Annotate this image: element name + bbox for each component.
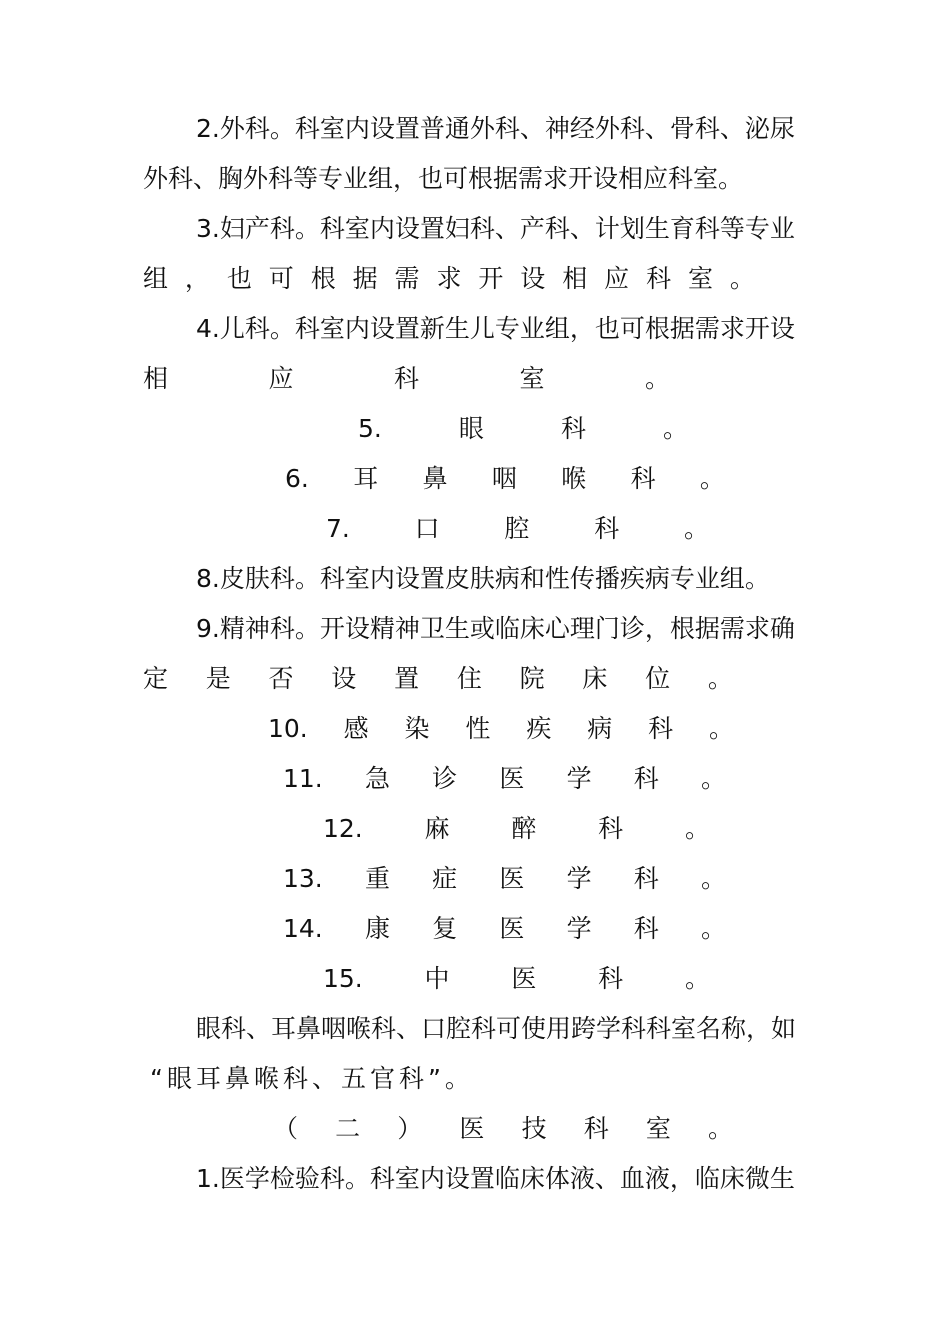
char: 医: [499, 764, 525, 793]
char: 室: [687, 264, 713, 293]
heading-ent: [285, 462, 725, 496]
char: 需: [394, 264, 420, 293]
char: 学: [566, 764, 592, 793]
char: 院: [519, 664, 545, 693]
char: 14.: [283, 914, 323, 943]
char: 科: [560, 414, 586, 443]
heading-stomatology: [326, 512, 709, 546]
paragraph-lab: 1.医学检验科。科室内设置临床体液、血液，临床微生: [196, 1164, 795, 1193]
paragraph-surgery-line1: 2.外科。科室内设置普通外科、神经外科、骨科、泌尿: [196, 114, 795, 143]
paragraph-dermatology: 8.皮肤科。科室内设置皮肤病和性传播疾病专业组。: [196, 564, 770, 593]
paragraph-pediatrics-line2: [143, 362, 670, 396]
char: 科: [583, 1114, 609, 1143]
char: 鼻: [422, 464, 448, 493]
char: 。: [707, 664, 733, 693]
char: 。: [684, 814, 710, 843]
char: 二: [335, 1114, 361, 1143]
char: 设: [520, 264, 546, 293]
char: 医: [499, 864, 525, 893]
char: 医: [499, 914, 525, 943]
char: 室: [519, 364, 545, 393]
char: 应: [268, 364, 294, 393]
char: 症: [432, 864, 458, 893]
char: 腔: [504, 514, 530, 543]
char: 13.: [283, 864, 323, 893]
char: 。: [729, 264, 755, 293]
char: 床: [582, 664, 608, 693]
char: 。: [700, 864, 726, 893]
heading-infectious-disease: [268, 712, 734, 746]
char: 科: [630, 464, 656, 493]
char: 。: [700, 914, 726, 943]
char: 医: [511, 964, 537, 993]
char: 也: [226, 264, 252, 293]
char: 科: [648, 714, 674, 743]
heading-emergency: [283, 762, 726, 796]
char: 15.: [323, 964, 363, 993]
char: 科: [594, 514, 620, 543]
char: 技: [521, 1114, 547, 1143]
char: 求: [436, 264, 462, 293]
char: 感: [343, 714, 369, 743]
char: 耳: [353, 464, 379, 493]
char: 口: [414, 514, 440, 543]
char: 麻: [424, 814, 450, 843]
char: 据: [352, 264, 378, 293]
char: 科: [598, 814, 624, 843]
char: ，: [184, 264, 210, 293]
paragraph-pediatrics-line1: 4.儿科。科室内设置新生儿专业组，也可根据需求开设: [196, 314, 795, 343]
paragraph-obgyn-line1: 3.妇产科。科室内设置妇科、产科、计划生育科等专业: [196, 214, 795, 243]
heading-anesthesiology: [323, 812, 710, 846]
char: 10.: [268, 714, 308, 743]
char: 眼: [458, 414, 484, 443]
char: 疾: [526, 714, 552, 743]
paragraph-obgyn-line2: [143, 262, 755, 296]
char: 康: [364, 914, 390, 943]
char: 。: [662, 414, 688, 443]
char: 病: [587, 714, 613, 743]
char: 组: [143, 264, 169, 293]
char: 否: [268, 664, 294, 693]
char: 6.: [285, 464, 309, 493]
char: 科: [633, 864, 659, 893]
char: （: [273, 1114, 299, 1143]
heading-rehabilitation: [283, 912, 726, 946]
char: 科: [633, 914, 659, 943]
char: 相: [143, 364, 169, 393]
char: 。: [684, 964, 710, 993]
char: 。: [683, 514, 709, 543]
char: 位: [645, 664, 671, 693]
paragraph-psychiatry-line2: [143, 662, 733, 696]
char: 科: [393, 364, 419, 393]
char: 定: [143, 664, 169, 693]
char: 。: [700, 764, 726, 793]
char: ）: [397, 1114, 423, 1143]
char: 可: [268, 264, 294, 293]
char: 醉: [511, 814, 537, 843]
char: 学: [566, 914, 592, 943]
char: 咽: [491, 464, 517, 493]
char: 5.: [358, 414, 382, 443]
paragraph-psychiatry-line1: 9.精神科。开设精神卫生或临床心理门诊，根据需求确: [196, 614, 795, 643]
char: 喉: [561, 464, 587, 493]
char: 。: [644, 364, 670, 393]
char: 根: [310, 264, 336, 293]
char: 重: [364, 864, 390, 893]
char: 相: [562, 264, 588, 293]
char: 7.: [326, 514, 350, 543]
char: 。: [707, 1114, 733, 1143]
char: 复: [432, 914, 458, 943]
char: 。: [708, 714, 734, 743]
char: 。: [699, 464, 725, 493]
section-heading-medtech: [273, 1112, 733, 1146]
char: 住: [456, 664, 482, 693]
char: 急: [364, 764, 390, 793]
paragraph-note-line1: 眼科、耳鼻咽喉科、口腔科可使用跨学科科室名称，如: [196, 1014, 797, 1043]
heading-ophthalmology: [358, 412, 688, 446]
char: 置: [394, 664, 420, 693]
char: 科: [598, 964, 624, 993]
char: 染: [404, 714, 430, 743]
char: 科: [633, 764, 659, 793]
char: 医: [459, 1114, 485, 1143]
char: 诊: [432, 764, 458, 793]
heading-critical-care: [283, 862, 726, 896]
char: 应: [604, 264, 630, 293]
char: 开: [478, 264, 504, 293]
char: 12.: [323, 814, 363, 843]
paragraph-note-line2: “眼耳鼻喉科、五官科”。: [150, 1064, 474, 1093]
char: 中: [424, 964, 450, 993]
paragraph-surgery-line2: 外科、胸外科等专业组，也可根据需求开设相应科室。: [143, 164, 744, 193]
char: 科: [646, 264, 672, 293]
char: 性: [465, 714, 491, 743]
char: 学: [566, 864, 592, 893]
heading-tcm: [323, 962, 710, 996]
char: 11.: [283, 764, 323, 793]
char: 设: [331, 664, 357, 693]
char: 是: [205, 664, 231, 693]
char: 室: [645, 1114, 671, 1143]
